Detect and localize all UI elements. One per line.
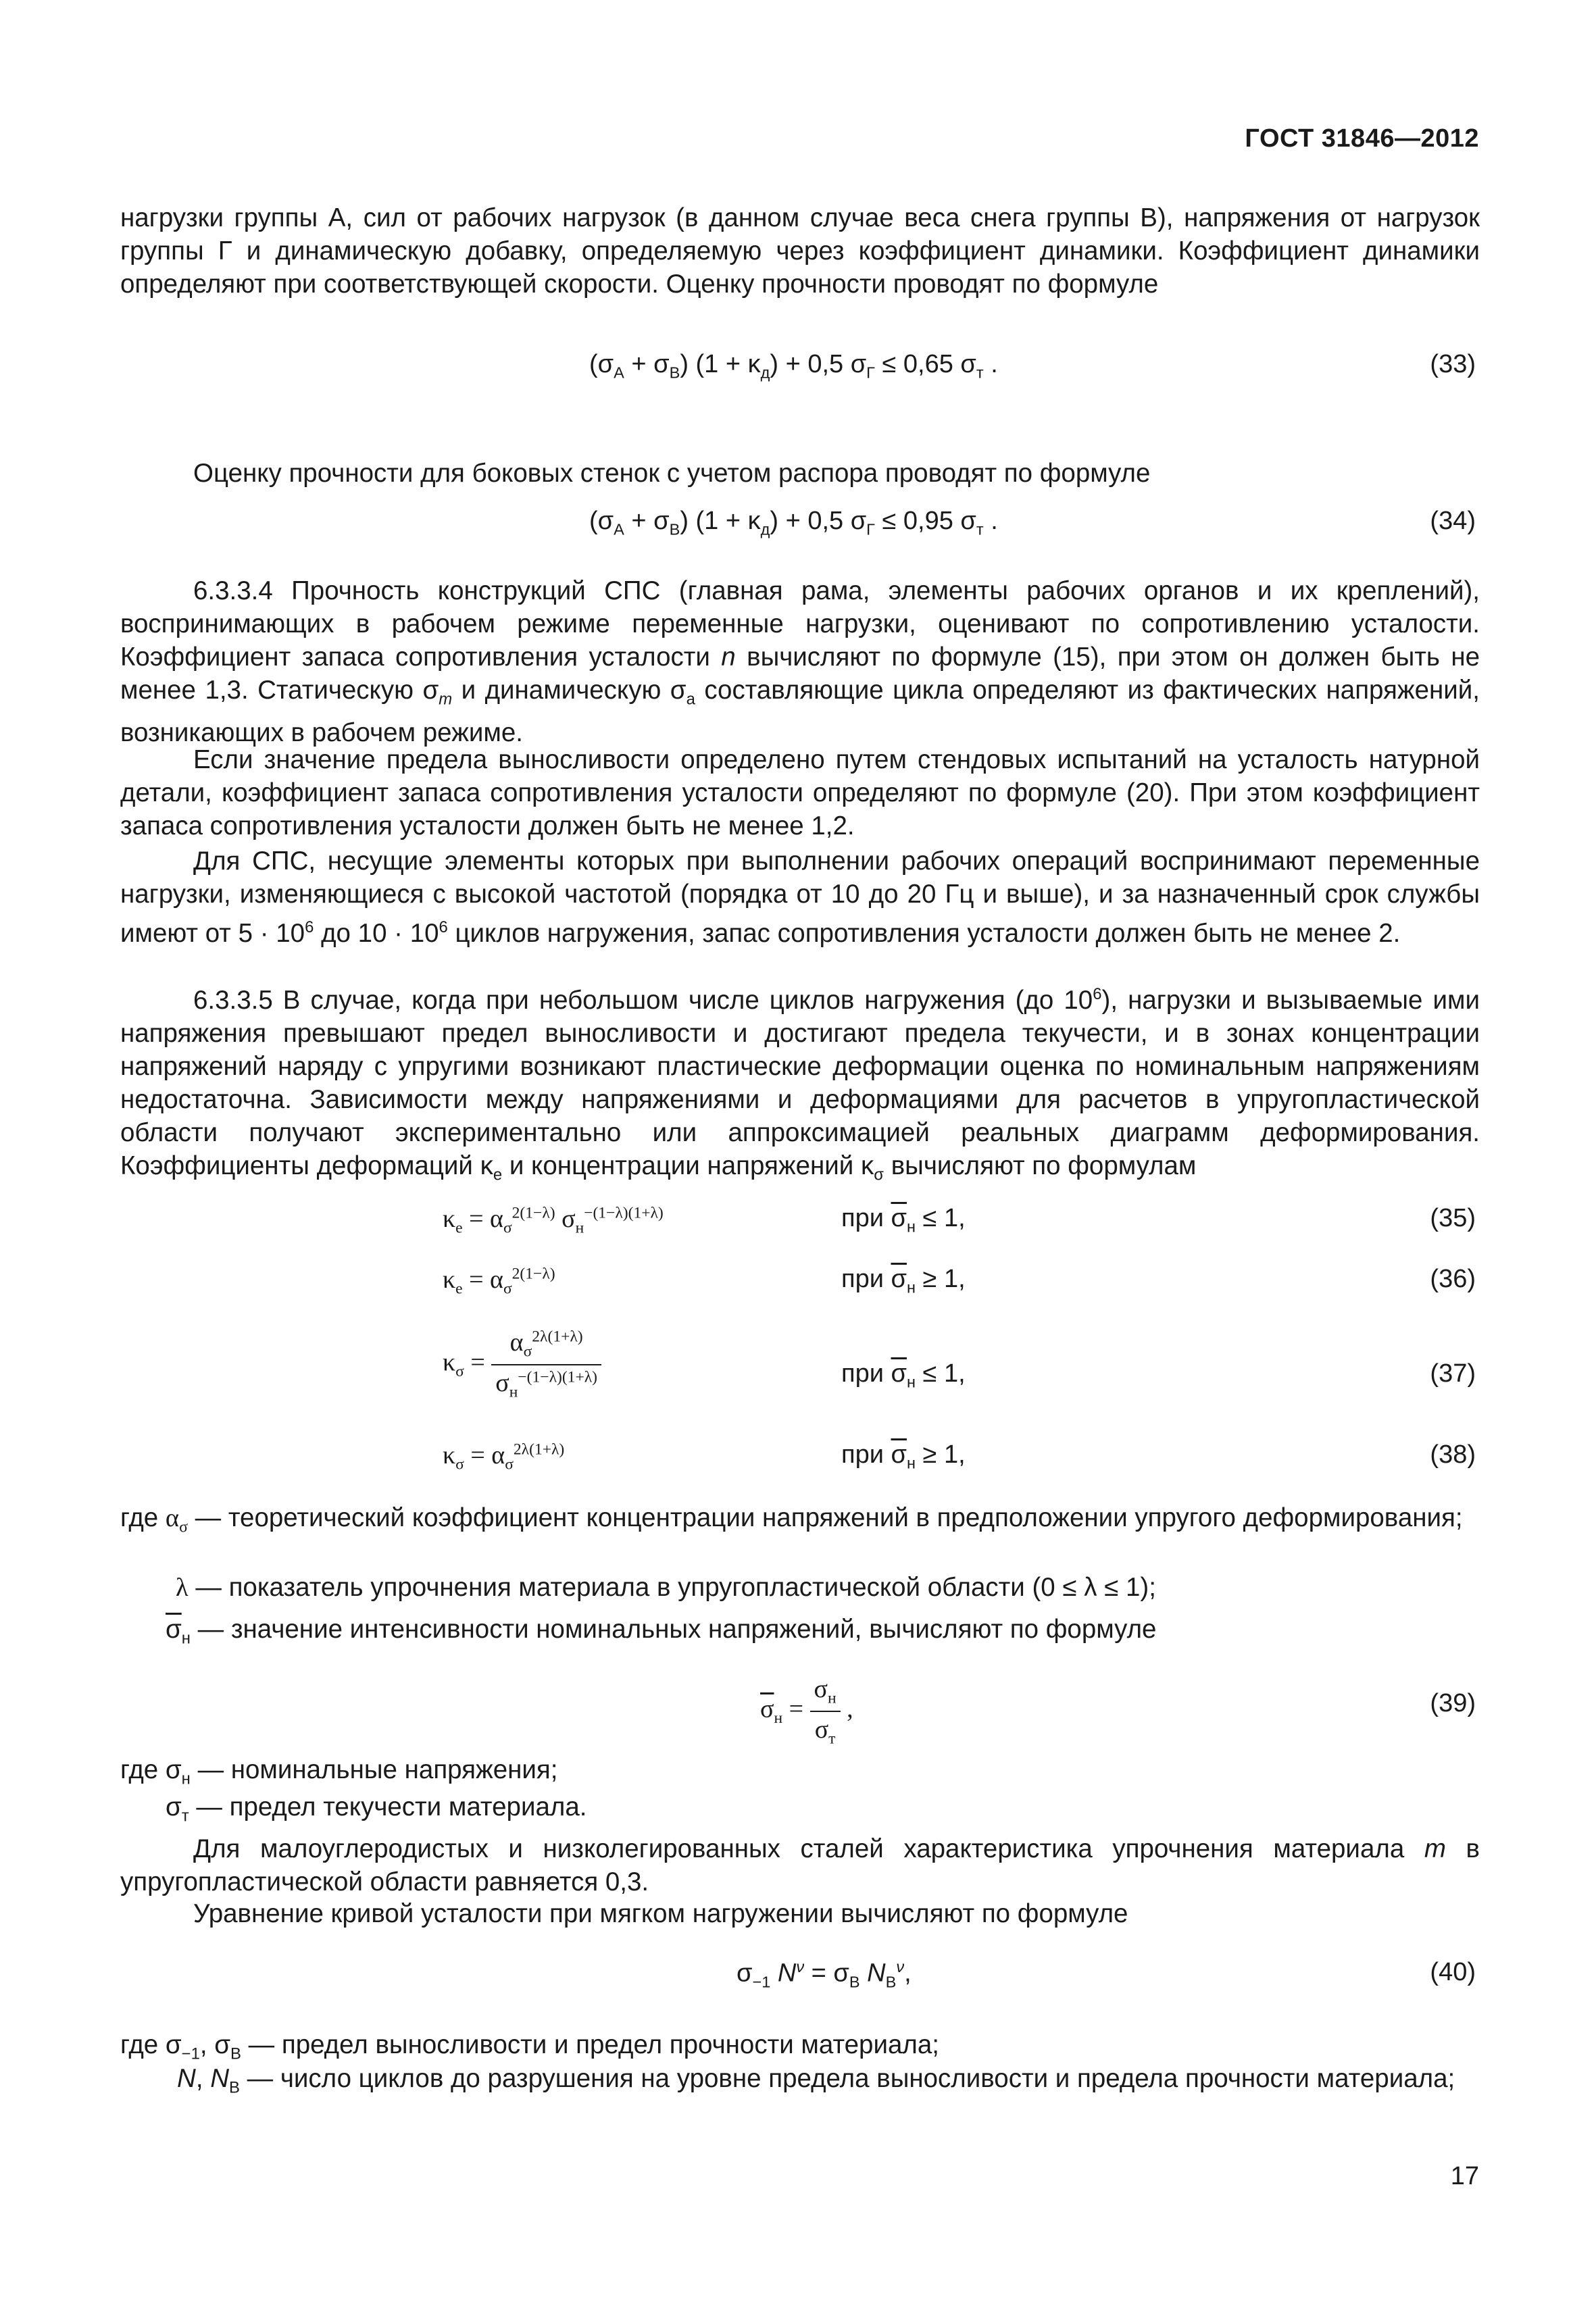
definition-lambda: λ — показатель упрочнения материала в упругопластической области (0 ≤ λ ≤ 1);: [176, 1573, 1156, 1602]
paragraph-endurance-limit: [120, 743, 1480, 842]
paragraph-side-walls: [120, 457, 1480, 490]
paragraph-6-3-3-5: 6.3.3.5 В случае, когда при небольшом числе циклов нагружения (до $10^6$), нагрузки и вызываемые ими напряжения превышают предел выносливости и достигают предела текучести, и в зонах концентрации напряжений наряду с упругими возникают пластические деформации оценка по номинальным напряжениям недостаточна. Зависимости между напряжениями и деформациями для расчетов в упругопластической области получают экспериментально или аппроксимацией реальных диаграмм деформирования. Коэффициенты деформаций $\kappa_e$ и концентрации напряжений $\kappa_\sigma$ вычисляют по формулам: [120, 985, 1480, 1184]
condition-38: при $\overline{\sigma}_н \ge 1$,: [841, 1440, 966, 1472]
equation-number-38: (38): [1430, 1440, 1476, 1469]
page-number: 17: [1450, 2162, 1479, 2190]
definition-alpha: где $\alpha_\sigma$ — теоретический коэффициент концентрации напряжений в предположении упругого деформирования;: [120, 1503, 1463, 1536]
definition-yield: $\sigma_т$ — предел текучести материала.: [166, 1792, 587, 1826]
condition-37: при $\overline{\sigma}_н \le 1$,: [841, 1359, 966, 1391]
paragraph-text: 6.3.3.4 Прочность конструкций СПС (главная рама, элементы рабочих органов и их креплений), воспринимающих в рабочем режиме переменные нагрузки, оценивают по сопротивлению усталости. Коэффициент запаса сопротивления усталости: [120, 576, 1480, 672]
definition-cycles: N, $N_В$ — число циклов до разрушения на уровне предела выносливости и предела прочности материала;: [177, 2064, 1455, 2097]
paragraph-text: циклов нагружения, запас сопротивления усталости должен быть не менее 2.: [455, 918, 1401, 948]
condition-36: при $\overline{\sigma}_н \ge 1$,: [841, 1265, 966, 1297]
equation-number-37: (37): [1430, 1359, 1476, 1388]
formula-35: $\kappa_e = \alpha_\sigma^{2(1-\lambda)}$ $\sigma_н^{-(1-\lambda)(1+\lambda)}$: [443, 1204, 664, 1237]
paragraph-steel: Для малоуглеродистых и низколегированных сталей характеристика упрочнения материала m в упругопластической области равняется 0,3.: [120, 1834, 1480, 1896]
paragraph-text: вычисляют по формулам: [891, 1151, 1197, 1180]
fraction: $\frac{\sigma_н}{\sigma_т}$: [810, 1674, 841, 1748]
paragraph-fatigue-curve: Уравнение кривой усталости при мягком нагружении вычисляют по формуле: [193, 1899, 1128, 1928]
paragraph-text: вычисляют по формуле (15), при этом он должен быть не менее 1,3. Статическую: [120, 643, 1480, 705]
definition-limits: где $\sigma_{-1}$, $\sigma_В$ — предел выносливости и предел прочности материала;: [120, 2030, 939, 2063]
definition-sigma-n: $\overline{\sigma}_н$ — значение интенсивности номинальных напряжений, вычисляют по формуле: [166, 1615, 1157, 1648]
equation-number-33: (33): [1430, 350, 1476, 378]
paragraph-6-3-3-4: 6.3.3.4 Прочность конструкций СПС (главная рама, элементы рабочих органов и их креплений), воспринимающих в рабочем режиме переменные нагрузки, оценивают по сопротивлению усталости. Коэффициент запаса сопротивления усталости n вычисляют по формуле (15), при этом он должен быть не менее 1,3. Статическую $\sigma_m$ и динамическую $\sigma_a$ составляющие цикла определяют из фактических напряжений, возникающих в рабочем режиме.: [120, 576, 1480, 747]
standard-header: ГОСТ 31846—2012: [1245, 124, 1479, 153]
formula-34: $(\sigma_А + \sigma_В) (1 + \kappa_д) + 0,5$ $\sigma_Г \le 0,95$ $\sigma_т$ .: [589, 507, 998, 538]
paragraph-text: и концентрации напряжений: [509, 1151, 854, 1180]
paragraph-top: [120, 201, 1480, 301]
definition-nominal: где $\sigma_н$ — номинальные напряжения;: [120, 1755, 558, 1788]
condition-35: при $\overline{\sigma}_н \le 1$,: [841, 1204, 966, 1236]
equation-number-35: (35): [1430, 1204, 1476, 1232]
equation-number-40: (40): [1430, 1958, 1476, 1986]
paragraph-text: нагрузки группы А, сил от рабочих нагрузок (в данном случае веса снега группы В), напряжения от нагрузок группы Г и динамическую добавку, определяемую через коэффициент динамики. Коэффициент динамики определяют при соответствующей скорости. Оценку прочности проводят по формуле: [120, 203, 1480, 299]
paragraph-text: и динамическую: [461, 676, 662, 705]
paragraph-text: составляющие цикла определяют из фактических напряжений, возникающих в рабочем режиме.: [120, 676, 1480, 747]
formula-37: $\kappa_\sigma$ = $\frac{\alpha_\sigma^{2\lambda(1+\lambda)}}{\sigma_н^{-(1-\lambda)(1+\lambda)}}$: [443, 1328, 601, 1401]
formula-38: $\kappa_\sigma = \alpha_\sigma^{2\lambda(1+\lambda)}$: [443, 1440, 565, 1474]
formula-33: $(\sigma_А + \sigma_В) (1 + \kappa_д) + 0,5$ $\sigma_Г \le 0,65$ $\sigma_т$ .: [589, 350, 998, 382]
paragraph-text: Если значение предела выносливости определено путем стендовых испытаний на усталость натурной детали, коэффициент запаса сопротивления усталости определяют по формуле (20). При этом коэффициент запаса сопротивления усталости должен быть не менее 1,2.: [120, 745, 1480, 840]
equation-number-39: (39): [1430, 1689, 1476, 1717]
equation-number-36: (36): [1430, 1265, 1476, 1293]
formula-40: $\sigma_{-1}$ $N^\nu = \sigma_В$ $N_В^\nu$,: [737, 1958, 912, 1991]
formula-39: $\overline{\sigma}_н$ = $\frac{\sigma_н}{\sigma_т}$ ,: [760, 1675, 853, 1748]
equation-number-34: (34): [1430, 507, 1476, 535]
paragraph-text: Для СПС, несущие элементы которых при выполнении рабочих операций воспринимают переменные нагрузки, изменяющиеся с высокой частотой (порядка от 10 до 20 Гц и выше), и за назначенный срок службы имеют от 5 · 10: [120, 847, 1480, 948]
fraction: $\frac{\alpha_\sigma^{2\lambda(1+\lambda)}}{\sigma_н^{-(1-\lambda)(1+\lambda)}}$: [491, 1328, 601, 1401]
paragraph-sps-high-frequency: Для СПС, несущие элементы которых при выполнении рабочих операций воспринимают переменные нагрузки, изменяющиеся с высокой частотой (порядка от 10 до 20 Гц и выше), и за назначенный срок службы имеют от $5 \cdot 10^6$ до $10 \cdot 10^6$ циклов нагружения, запас сопротивления усталости должен быть не менее 2.: [120, 847, 1480, 948]
paragraph-text: ), нагрузки и вызываемые ими напряжения превышают предел выносливости и достигают предела текучести, и в зонах концентрации напряжений наряду с упругими возникают пластические деформации оценка по номинальным напряжениям недостаточна. Зависимости между напряжениями и деформациями для расчетов в упругопластической области получают экспериментально или аппроксимацией реальных диаграмм деформирования. Коэффициенты деформаций: [120, 985, 1480, 1180]
paragraph-text: до 10 · 10: [321, 918, 439, 948]
formula-36: $\kappa_e = \alpha_\sigma^{2(1-\lambda)}$: [443, 1265, 555, 1298]
paragraph-text: Оценку прочности для боковых стенок с учетом распора проводят по формуле: [193, 459, 1151, 488]
paragraph-text: 6.3.3.5 В случае, когда при небольшом числе циклов нагружения (до 10: [193, 985, 1093, 1015]
